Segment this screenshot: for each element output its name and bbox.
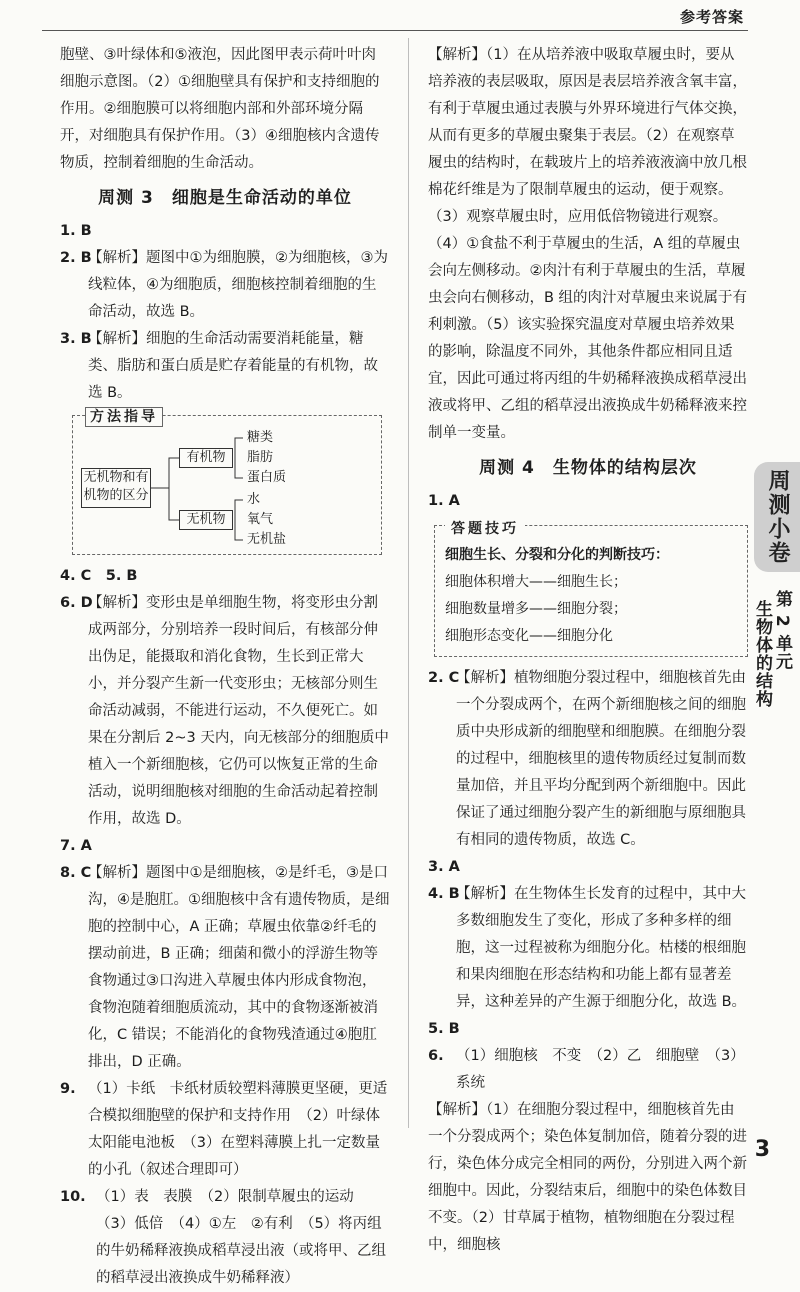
q9-answer: （1）卡纸 卡纸材质较塑料薄膜更坚硬，更适合模拟细胞壁的保护和支持作用 （2）叶绿体 太阳能电池板 （3）在塑料薄膜上扎一定数量的小孔（叙述合理即可） bbox=[88, 1081, 395, 1178]
side-unit-title: 生物体的结构 bbox=[752, 600, 772, 708]
answer-q5-week4: 5. B bbox=[428, 1021, 460, 1037]
side-unit: 第 2 单元 bbox=[772, 590, 792, 671]
header-rule bbox=[42, 30, 748, 31]
q6-week4-number: 6. bbox=[428, 1048, 444, 1064]
section-title-week3: 周测 3 细胞是生命活动的单位 bbox=[98, 188, 352, 208]
method-organic-item: 脂肪 bbox=[247, 450, 274, 465]
side-unit-label bbox=[752, 590, 792, 708]
answer-q10 bbox=[60, 1184, 390, 1292]
method-inorganic-box: 无机物 bbox=[179, 510, 233, 530]
answer-q7: 7. A bbox=[60, 838, 92, 854]
tips-line: 细胞体积增大——细胞生长； bbox=[445, 574, 627, 590]
left-column bbox=[60, 42, 395, 1292]
q2-week4-number: 2. C bbox=[428, 670, 460, 686]
q9-number: 9. bbox=[60, 1081, 76, 1097]
method-root-box: 无机物和有机物的区分 bbox=[81, 468, 151, 508]
answer-q2-week4 bbox=[428, 665, 748, 854]
answer-q1-week4: 1. A bbox=[428, 493, 460, 509]
method-guide-box bbox=[72, 409, 382, 555]
page-number: 3 bbox=[754, 1137, 770, 1162]
q10-number: 10. bbox=[60, 1189, 86, 1205]
method-inorganic-item: 无机盐 bbox=[247, 532, 287, 547]
answer-q4-q5: 4. C 5. B bbox=[60, 568, 138, 584]
q10-answer: （1）表 表膜 （2）限制草履虫的运动 （3）低倍 （4）①左 ②有利 （5）将丙组的牛奶稀释液换成稻草浸出液（或将甲、乙组的稻草浸出液换成牛奶稀释液） bbox=[96, 1189, 386, 1286]
section-title-week4: 周测 4 生物体的结构层次 bbox=[479, 458, 697, 478]
side-tab-weekly-quiz: 周测小卷 bbox=[754, 462, 800, 572]
answer-q8 bbox=[60, 860, 390, 1076]
q3-explanation: 【解析】细胞的生命活动需要消耗能量，糖类、脂肪和蛋白质是贮存着能量的有机物，故选 B。 bbox=[88, 331, 378, 401]
method-organic-item: 蛋白质 bbox=[247, 470, 287, 485]
q2-week4-explanation: 【解析】植物细胞分裂过程中，细胞核首先由一个分裂成两个，在两个新细胞核之间的细胞质中央形成新的细胞壁和细胞膜。在细胞分裂的过程中，细胞核里的遗传物质经过复制而数量加倍，并且平均分配到两个新细胞中。因此保证了通过细胞分裂产生的新细胞与原细胞具有相同的遗传物质，故选 C。 bbox=[456, 670, 746, 848]
answer-q9 bbox=[60, 1076, 395, 1184]
q2-number: 2. B bbox=[60, 250, 92, 266]
q6-number: 6. D bbox=[60, 595, 93, 611]
answer-q4-week4 bbox=[428, 881, 748, 1016]
q3-number: 3. B bbox=[60, 331, 92, 347]
answer-q6-week4 bbox=[428, 1043, 748, 1097]
answer-q1: 1. B bbox=[60, 223, 92, 239]
q8-number: 8. C bbox=[60, 865, 92, 881]
answer-q2 bbox=[60, 245, 390, 326]
header-title: 参考答案 bbox=[679, 8, 744, 26]
answer-tips-box bbox=[434, 521, 748, 657]
q6-week4-answer: （1）细胞核 不变 （2）乙 细胞壁 （3）系统 bbox=[456, 1048, 745, 1091]
q6-week4-explanation: 【解析】（1）在细胞分裂过程中，细胞核首先由一个分裂成两个；染色体复制加倍，随着分裂的进行，染色体分成完全相同的两份，分别进入两个新细胞中。因此，分裂结束后，细胞中的染色体数目不变。（2）甘草属于植物，植物细胞在分裂过程中，细胞核 bbox=[428, 1102, 747, 1253]
q8-explanation: 【解析】题图中①是细胞核，②是纤毛，③是口沟，④是胞肛。①细胞核中含有遗传物质，是细胞的控制中心，A 正确；草履虫依靠②纤毛的摆动前进，B 正确；细菌和微小的浮游生物等食物通过③口沟进入草履虫体内形成食物泡，食物泡随着细胞质流动，其中的食物逐渐被消化，C 错误；不能消化的食物残渣通过④胞肛排出，D 正确。 bbox=[88, 865, 390, 1070]
column-divider bbox=[408, 38, 409, 1128]
q6-explanation: 【解析】变形虫是单细胞生物，将变形虫分割成两部分，分别培养一段时间后，有核部分伸出伪足，能摄取和消化食物，生长到正常大小，并分裂产生新一代变形虫；无核部分则生命活动减弱，不能进行运动，不久便死亡。如果在分割后 2~3 天内，向无核部分的细胞质中植入一个新细胞核，它仍可以恢复正常的生命活动，说明细胞核对细胞的生命活动起着控制作用，故选 D。 bbox=[88, 595, 389, 827]
tips-line: 细胞形态变化——细胞分化 bbox=[445, 628, 613, 644]
right-q10-continued: 【解析】（1）在从培养液中吸取草履虫时，要从培养液的表层吸取，原因是表层培养液含氧丰富，有利于草履虫通过表膜与外界环境进行气体交换，从而有更多的草履虫聚集于表层。（2）在观察草履虫的结构时，在载玻片上的培养液液滴中放几根棉花纤维是为了限制草履虫的运动，便于观察。（3）观察草履虫时，应用低倍物镜进行观察。（4）①食盐不利于草履虫的生活，A 组的草履虫会向左侧移动。②肉汁有利于草履虫的生活，草履虫会向右侧移动，B 组的肉汁对草履虫来说属于有利刺激。（5）该实验探究温度对草履虫培养效果的影响，除温度不同外，其他条件都应相同且适宜，因此可通过将丙组的牛奶稀释液换成稻草浸出液或将甲、乙组的稻草浸出液换成牛奶稀释液来控制单一变量。 bbox=[428, 47, 748, 441]
method-guide-label: 方法指导 bbox=[85, 407, 163, 427]
method-inorganic-item: 氧气 bbox=[247, 512, 274, 527]
method-organic-item: 糖类 bbox=[247, 430, 274, 445]
answer-q6 bbox=[60, 590, 390, 833]
q2-explanation: 【解析】题图中①为细胞膜，②为细胞核，③为线粒体，④为细胞质，细胞核控制着细胞的生命活动，故选 B。 bbox=[88, 250, 388, 320]
method-inorganic-item: 水 bbox=[247, 492, 261, 507]
q4-week4-explanation: 【解析】在生物体生长发育的过程中，其中大多数细胞发生了变化，形成了多种多样的细胞，这一过程被称为细胞分化。枯楼的根细胞和果肉细胞在形态结构和功能上都有显著差异，这种差异的产生源于细胞分化，故选 B。 bbox=[456, 886, 747, 1010]
tips-heading: 细胞生长、分裂和分化的判断技巧： bbox=[445, 547, 669, 563]
answer-q3-week4: 3. A bbox=[428, 859, 460, 875]
left-intro: 胞壁、③叶绿体和⑤液泡，因此图甲表示荷叶叶肉细胞示意图。（2）①细胞壁具有保护和支持细胞的作用。②细胞膜可以将细胞内部和外部环境分隔开，对细胞具有保护作用。（3）④细胞核内含遗传物质，控制着细胞的生命活动。 bbox=[60, 47, 380, 171]
right-column bbox=[428, 42, 748, 1259]
answer-tips-label: 答题技巧 bbox=[445, 516, 525, 543]
answer-q3 bbox=[60, 326, 390, 407]
tips-line: 细胞数量增多——细胞分裂； bbox=[445, 601, 627, 617]
method-organic-box: 有机物 bbox=[179, 448, 233, 468]
q4-week4-number: 4. B bbox=[428, 886, 460, 902]
